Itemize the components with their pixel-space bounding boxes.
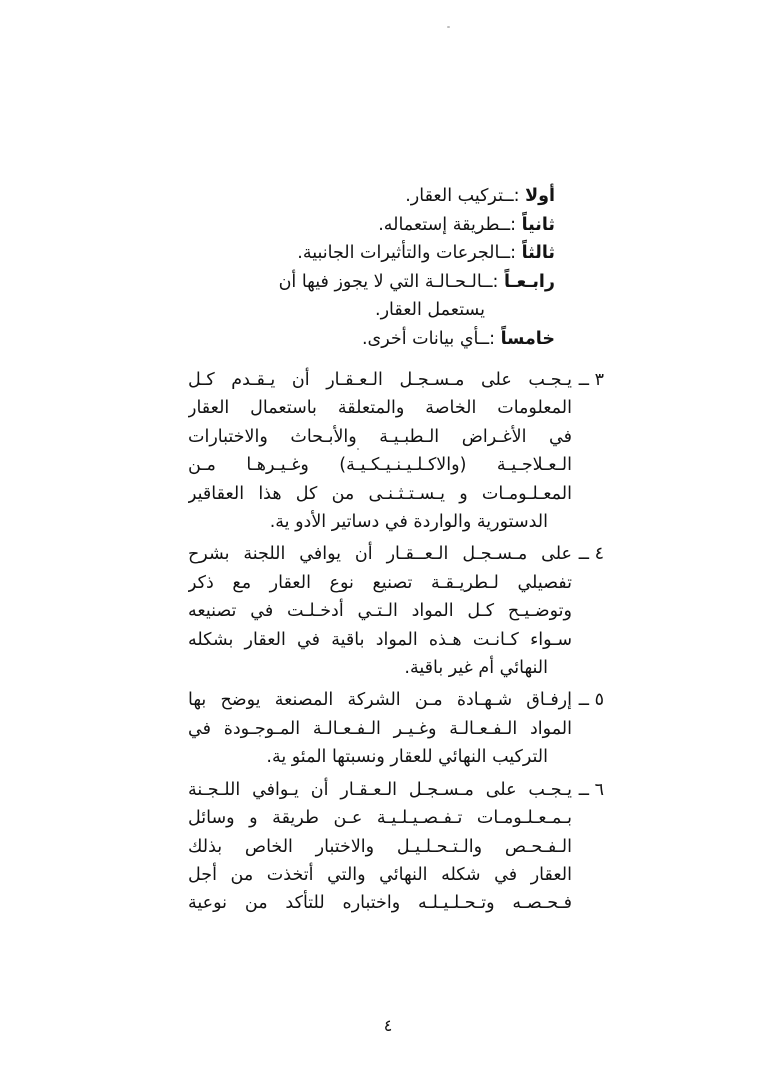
clause-line: بـمـعـلـومـات تـفـصـيـلـيـة عـن طريقة و وسائل <box>188 808 572 829</box>
clause-line: فـحـصـه وتـحـلـيـلـه واختباره للتأكد من نوعية <box>188 893 572 914</box>
clause-line: الـفـحـص والـتـحـلـيـل والاختبار الخاص بذلك <box>188 836 572 857</box>
clause-4 <box>188 540 604 682</box>
ordinal-item-first <box>199 182 555 211</box>
clause-line: المواد الـفـعـالـة وغـيـر الـفـعـالـة المـوجـودة في <box>188 718 572 739</box>
ordinal-label: ثالثاً <box>521 243 555 264</box>
clause-6 <box>188 776 604 918</box>
clause-line: الـعـلاجـيـة (والاكـلـيـنـيـكـيـة) وغـيـرهـا مـن <box>188 455 572 476</box>
ordinal-item-fourth <box>199 268 555 297</box>
ordinal-item-second <box>199 211 555 240</box>
clause-number: ٦ ــ <box>578 779 604 800</box>
clause-line: إرفـاق شـهـادة مـن الشركة المصنعة يوضح بها <box>188 690 572 711</box>
clause-line: التركيب النهائي للعقار ونسبتها المئو ية. <box>266 747 548 768</box>
ordinal-item-third <box>199 239 555 268</box>
ordinal-label: خامساً <box>500 328 555 349</box>
clause-line: يـجـب على مـسـجـل الـعـقـار أن يـقـدم كـل <box>188 370 572 390</box>
page-number: ٤ <box>383 1016 393 1035</box>
clause-number: ٥ ــ <box>578 690 604 711</box>
ordinal-item-fourth-cont <box>199 296 555 325</box>
ordinal-label: رابـعـاً <box>503 271 555 292</box>
ordinal-text: :ــطريقة إستعماله. <box>378 214 522 235</box>
ordinal-text: :ــأي بيانات أخرى. <box>361 328 501 349</box>
ordinal-label: ثانياً <box>521 214 555 235</box>
clause-line: في الأغـراض الـطبـيـة والأبـحاث والاختبارات <box>188 426 572 447</box>
clause-line: النهائي أم غير باقية. <box>404 658 548 679</box>
clause-5 <box>188 686 604 771</box>
clause-line: يـجـب على مـسـجـل الـعـقـار أن يـوافي اللـجـنة <box>188 779 572 800</box>
clause-line: على مـسـجـل الـعــقـار أن يوافي اللجنة بشرح <box>188 544 572 565</box>
clause-line: وتوضـيـح كـل المواد الـتـي أدخـلـت في تصنيعه <box>188 601 572 622</box>
ordinal-text: :ــتركيب العقار. <box>405 186 526 206</box>
clause-number: ٣ ــ <box>578 370 604 390</box>
clause-line: العقار في شكله النهائي والتي أتخذت من أجل <box>188 864 572 885</box>
ordinal-text: يستعمل العقار. <box>375 300 485 321</box>
clause-line: الدستورية والواردة في دساتير الأدو ية. <box>269 512 548 533</box>
clause-line: المعلومات الخاصة والمتعلقة باستعمال العقار <box>188 398 572 419</box>
clause-line: سـواء كـانـت هـذه المواد باقية في العقار بشكله <box>188 629 572 650</box>
ordinal-label: أولا <box>525 186 555 206</box>
ordinal-list <box>199 182 555 354</box>
ordinal-text: :ــالـحـالـة التي لا يجوز فيها أن <box>278 271 504 292</box>
clause-number: ٤ ــ <box>578 544 604 565</box>
ordinal-text: :ــالجرعات والتأثيرات الجانبية. <box>297 243 522 264</box>
clause-line: تفصيلي لـطريـقـة تصنيع نوع العقار مع ذكر <box>188 572 572 593</box>
ordinal-item-fifth <box>199 325 555 354</box>
clause-3 <box>188 366 604 536</box>
clause-line: المعـلـومـات و يـسـتـثـنـى من كل هذا العقاقير <box>188 483 572 504</box>
scan-speck <box>447 26 450 28</box>
numbered-clauses <box>188 366 604 922</box>
